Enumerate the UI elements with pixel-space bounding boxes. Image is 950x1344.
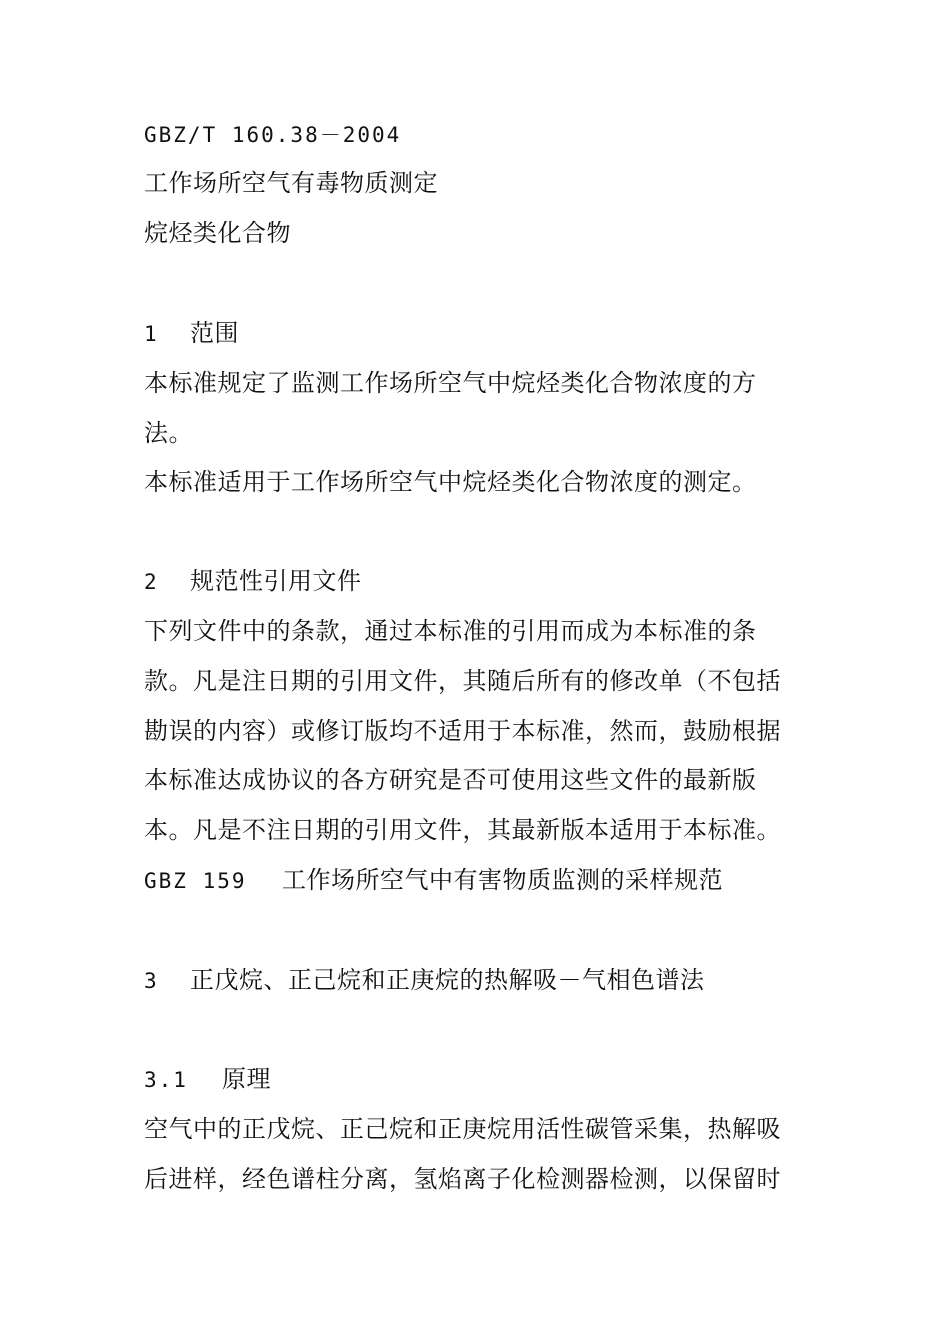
section-1-text-line: 本标准适用于工作场所空气中烷烃类化合物浓度的测定。 (144, 468, 757, 496)
standard-number: GBZ/T 160.38－2004 (144, 123, 402, 147)
normative-reference (144, 865, 723, 896)
section-1-heading (144, 318, 239, 349)
section-2-text-line: 款。凡是注日期的引用文件，其随后所有的修改单（不包括 (144, 667, 781, 695)
section-3-1-text-line: 空气中的正戊烷、正己烷和正庚烷用活性碳管采集，热解吸 (144, 1115, 781, 1143)
section-1-text-line: 本标准规定了监测工作场所空气中烷烃类化合物浓度的方 (144, 369, 757, 397)
section-2-heading (144, 566, 362, 597)
section-1-text-line: 法。 (144, 419, 193, 447)
section-3-1-title: 原理 (222, 1065, 271, 1093)
section-1-title: 范围 (190, 319, 239, 347)
section-1-number: 1 (144, 322, 158, 346)
document-title-line1: 工作场所空气有毒物质测定 (144, 169, 438, 197)
section-2-text-line: 本。凡是不注日期的引用文件，其最新版本适用于本标准。 (144, 816, 781, 844)
section-2-title: 规范性引用文件 (190, 567, 362, 595)
section-2-text-line: 下列文件中的条款，通过本标准的引用而成为本标准的条 (144, 617, 757, 645)
section-3-title: 正戊烷、正己烷和正庚烷的热解吸－气相色谱法 (190, 966, 705, 994)
section-2-text-line: 本标准达成协议的各方研究是否可使用这些文件的最新版 (144, 766, 757, 794)
reference-title: 工作场所空气中有害物质监测的采样规范 (282, 866, 723, 894)
document-title-line2: 烷烃类化合物 (144, 219, 291, 247)
section-2-text-line: 勘误的内容）或修订版均不适用于本标准，然而，鼓励根据 (144, 717, 781, 745)
section-2-number: 2 (144, 570, 158, 594)
section-3-number: 3 (144, 969, 158, 993)
section-3-1-number: 3.1 (144, 1068, 188, 1092)
reference-code: GBZ 159 (144, 869, 247, 893)
section-3-1-heading (144, 1064, 271, 1095)
section-3-1-text-line: 后进样，经色谱柱分离，氢焰离子化检测器检测，以保留时 (144, 1165, 781, 1193)
section-3-heading (144, 965, 705, 996)
